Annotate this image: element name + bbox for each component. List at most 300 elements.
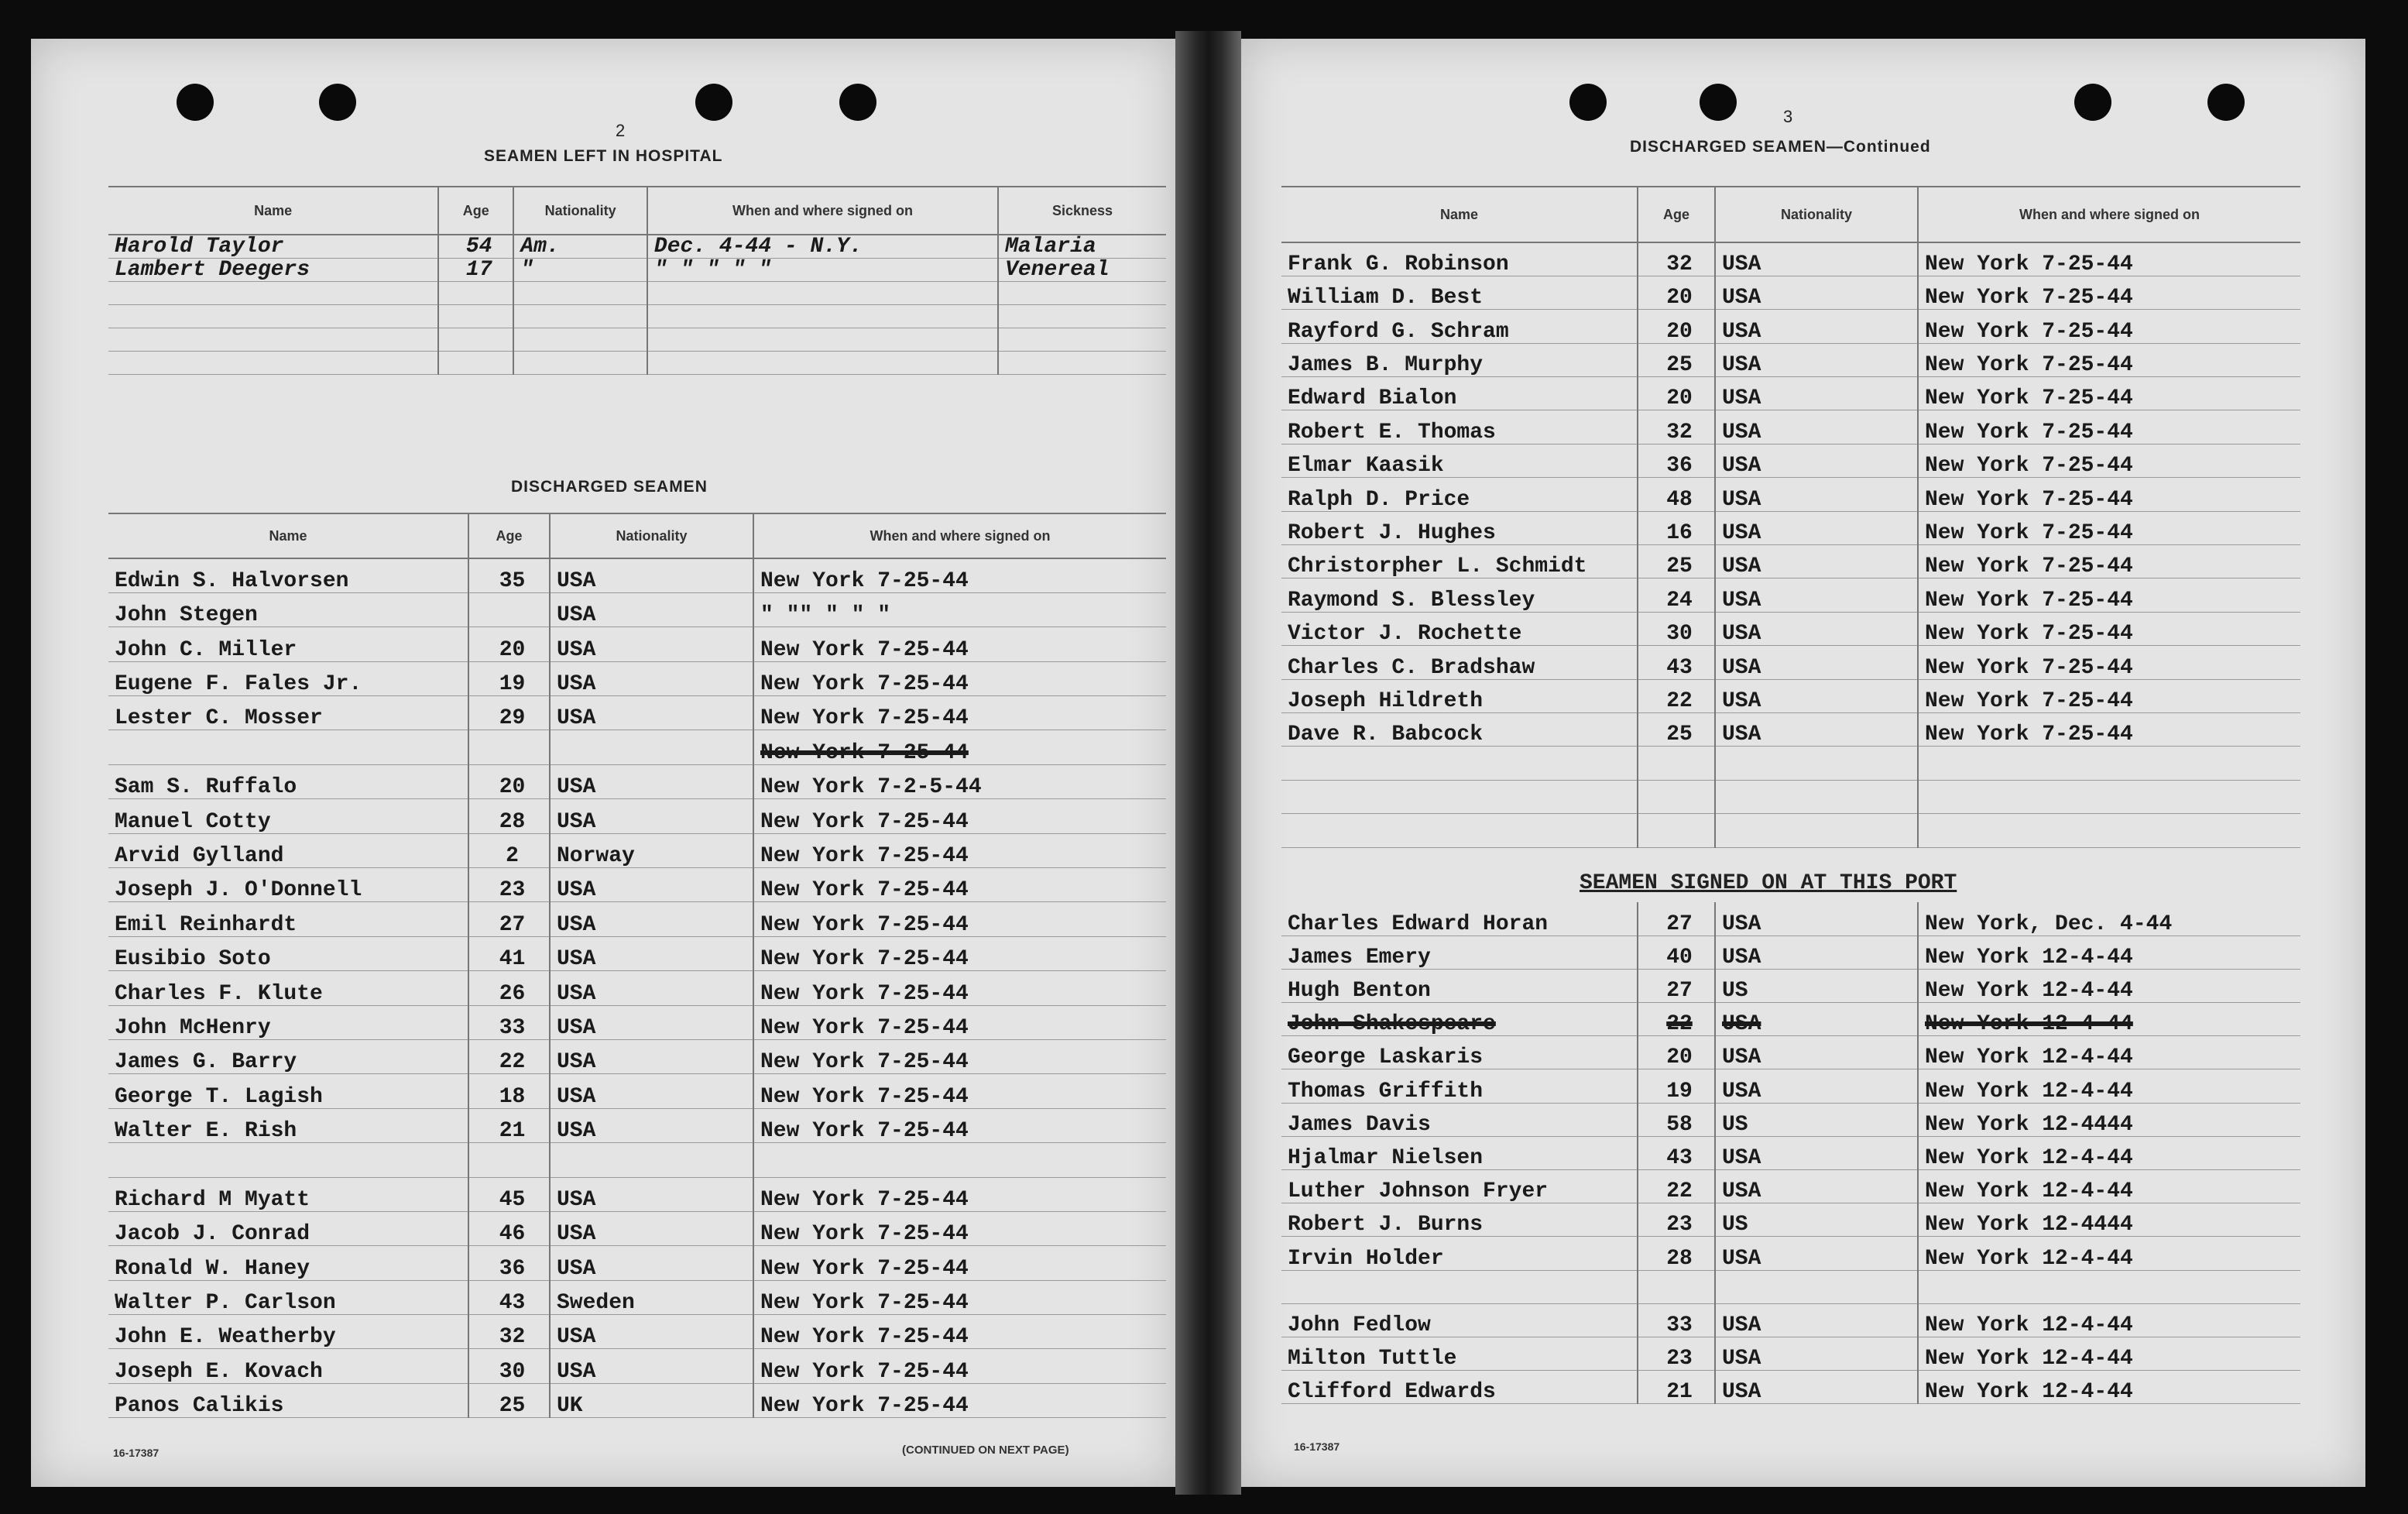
blank-row: [108, 304, 1166, 328]
blank-row: [108, 351, 1166, 374]
cell-name: James Davis: [1281, 1103, 1638, 1136]
table-row: [108, 764, 1166, 798]
cell-nationality: Norway: [550, 833, 753, 867]
cell-signed: New York 12-4-44: [1918, 1371, 2300, 1404]
cell-signed: New York 7-25-44: [753, 730, 1166, 764]
cell-blank: [998, 304, 1166, 328]
cell-signed: New York 12-4-44: [1918, 1003, 2300, 1036]
cell-name: Sam S. Ruffalo: [108, 764, 468, 798]
table-row: [1281, 545, 2300, 578]
punch-hole: [319, 84, 356, 121]
cell-name: [108, 730, 468, 764]
cell-signed: New York 7-25-44: [1918, 310, 2300, 343]
cell-age: 16: [1638, 511, 1715, 544]
cell-age: 20: [1638, 276, 1715, 309]
table-row: [108, 936, 1166, 970]
cell-signed: New York 7-25-44: [1918, 612, 2300, 645]
cell-blank: [647, 328, 998, 351]
cell-signed: New York 7-25-44: [1918, 377, 2300, 410]
cell-blank: [998, 328, 1166, 351]
col-header-nationality: Nationality: [550, 513, 753, 558]
cell-signed: New York 7-25-44: [1918, 276, 2300, 309]
col-header-name: Name: [1281, 187, 1638, 242]
cell-nationality: USA: [550, 764, 753, 798]
cell-name: Emil Reinhardt: [108, 902, 468, 936]
cell-blank: [1918, 747, 2300, 780]
cell-nationality: UK: [550, 1383, 753, 1417]
cell-name: Irvin Holder: [1281, 1237, 1638, 1270]
cell-signed: New York 7-25-44: [1918, 242, 2300, 276]
cell-nationality: USA: [1715, 578, 1918, 612]
cell-nationality: USA: [1715, 511, 1918, 544]
cell-nationality: USA: [1715, 679, 1918, 712]
cell-nationality: USA: [550, 1005, 753, 1039]
table-row: [108, 799, 1166, 833]
cell-blank: [108, 304, 438, 328]
cell-name: John Shakespeare: [1281, 1003, 1638, 1036]
left-page: [31, 39, 1175, 1487]
table-row: [108, 592, 1166, 627]
page-number: 3: [1783, 107, 1793, 126]
cell-nationality: USA: [550, 661, 753, 695]
table-row: [1281, 1003, 2300, 1036]
cell-signed: New York 7-25-44: [753, 558, 1166, 592]
table-row: [108, 1315, 1166, 1349]
cell-age: [468, 592, 550, 627]
table-row: [1281, 511, 2300, 544]
cell-name: Edwin S. Halvorsen: [108, 558, 468, 592]
cell-blank: [1281, 780, 1638, 813]
cell-signed: New York 12-4-44: [1918, 1036, 2300, 1069]
cell-age: 28: [468, 799, 550, 833]
cell-nationality: USA: [1715, 646, 1918, 679]
cell-nationality: USA: [1715, 410, 1918, 444]
cell-age: 36: [468, 1246, 550, 1280]
cell-nationality: USA: [550, 1315, 753, 1349]
cell-age: 26: [468, 971, 550, 1005]
table-row: [108, 258, 1166, 281]
cell-signed: New York 7-25-44: [1918, 444, 2300, 477]
signed-on-table: [1281, 902, 2300, 1404]
col-header-age: Age: [438, 187, 513, 235]
cell-signed: New York 7-25-44: [753, 1074, 1166, 1108]
cell-age: 18: [468, 1074, 550, 1108]
cell-blank: [513, 328, 647, 351]
col-header-name: Name: [108, 513, 468, 558]
cell-nationality: ": [513, 258, 647, 281]
cell-signed: New York 7-25-44: [753, 1211, 1166, 1245]
cell-signed: New York 7-25-44: [1918, 646, 2300, 679]
cell-nationality: USA: [1715, 1003, 1918, 1036]
cell-signed: New York 12-4-44: [1918, 1170, 2300, 1203]
cell-signed: Dec. 4-44 - N.Y.: [647, 235, 998, 258]
blank-row: [108, 281, 1166, 304]
table-row: [1281, 1170, 2300, 1203]
cell-blank: [647, 281, 998, 304]
cell-name: Ralph D. Price: [1281, 478, 1638, 511]
table-row: [108, 1005, 1166, 1039]
cell-name: John Stegen: [108, 592, 468, 627]
cell-age: 22: [1638, 679, 1715, 712]
cell-nationality: USA: [550, 902, 753, 936]
cell-age: 46: [468, 1211, 550, 1245]
cell-signed: New York 12-4444: [1918, 1203, 2300, 1237]
cell-name: Robert E. Thomas: [1281, 410, 1638, 444]
cell-age: 43: [468, 1280, 550, 1314]
table-row: [1281, 1069, 2300, 1103]
table-row: [1281, 478, 2300, 511]
cell-age: 21: [1638, 1371, 1715, 1404]
cell-nationality: USA: [550, 696, 753, 730]
cell-nationality: USA: [1715, 612, 1918, 645]
table-row: [1281, 712, 2300, 746]
col-header-signed: When and where signed on: [647, 187, 998, 235]
cell-nationality: USA: [1715, 444, 1918, 477]
cell-nationality: USA: [550, 971, 753, 1005]
cell-name: Clifford Edwards: [1281, 1371, 1638, 1404]
cell-name: Raymond S. Blessley: [1281, 578, 1638, 612]
cell-name: Arvid Gylland: [108, 833, 468, 867]
cell-age: 25: [1638, 545, 1715, 578]
cell-nationality: USA: [1715, 902, 1918, 936]
cell-signed: New York 7-25-44: [753, 1177, 1166, 1211]
cell-name: Charles F. Klute: [108, 971, 468, 1005]
cell-blank: [438, 328, 513, 351]
hospital-title: SEAMEN LEFT IN HOSPITAL: [484, 147, 723, 165]
table-row: [108, 1349, 1166, 1383]
cell-nationality: USA: [1715, 377, 1918, 410]
punch-hole: [2207, 84, 2245, 121]
cell-name: Walter E. Rish: [108, 1108, 468, 1142]
cell-name: Edward Bialon: [1281, 377, 1638, 410]
cell-signed: New York 7-25-44: [753, 627, 1166, 661]
cell-nationality: USA: [550, 627, 753, 661]
cell-blank: [647, 351, 998, 374]
table-row: [108, 627, 1166, 661]
cell-age: 25: [468, 1383, 550, 1417]
cell-name: Rayford G. Schram: [1281, 310, 1638, 343]
cell-age: 30: [1638, 612, 1715, 645]
cell-age: 22: [1638, 1170, 1715, 1203]
cell-age: 28: [1638, 1237, 1715, 1270]
form-number: 16-17387: [1294, 1440, 1340, 1453]
book-gutter: [1175, 31, 1241, 1495]
table-row: [108, 235, 1166, 258]
cell-nationality: USA: [1715, 478, 1918, 511]
table-row: [1281, 1036, 2300, 1069]
cell-blank: [1918, 814, 2300, 847]
col-header-nationality: Nationality: [1715, 187, 1918, 242]
cell-age: 24: [1638, 578, 1715, 612]
table-row: [108, 1108, 1166, 1142]
cell-name: Robert J. Burns: [1281, 1203, 1638, 1237]
table-row: [108, 1246, 1166, 1280]
cell-signed: New York 12-4-44: [1918, 1337, 2300, 1370]
right-page: [1241, 39, 2365, 1487]
cell-nationality: USA: [1715, 310, 1918, 343]
cell-age: 30: [468, 1349, 550, 1383]
table-row: [108, 868, 1166, 902]
cell-signed: New York 7-25-44: [1918, 478, 2300, 511]
cell-age: 58: [1638, 1103, 1715, 1136]
cell-signed: New York 12-4-44: [1918, 1136, 2300, 1169]
cell-signed: New York 12-4-44: [1918, 936, 2300, 969]
cell-signed: New York 7-25-44: [1918, 545, 2300, 578]
table-row: [108, 1280, 1166, 1314]
cell-nationality: USA: [550, 1177, 753, 1211]
cell-age: 43: [1638, 646, 1715, 679]
cell-age: 21: [468, 1108, 550, 1142]
table-row: [1281, 612, 2300, 645]
page-title: DISCHARGED SEAMEN—Continued: [1630, 138, 1931, 156]
cell-name: Dave R. Babcock: [1281, 712, 1638, 746]
cell-name: Robert J. Hughes: [1281, 511, 1638, 544]
cell-signed: [1918, 1270, 2300, 1303]
cell-name: Victor J. Rochette: [1281, 612, 1638, 645]
cell-name: Panos Calikis: [108, 1383, 468, 1417]
cell-name: William D. Best: [1281, 276, 1638, 309]
cell-blank: [1638, 814, 1715, 847]
cell-nationality: USA: [550, 1246, 753, 1280]
cell-blank: [1715, 780, 1918, 813]
hospital-table: [108, 186, 1166, 375]
table-row: [108, 1177, 1166, 1211]
cell-name: Joseph J. O'Donnell: [108, 868, 468, 902]
cell-signed: New York 7-25-44: [753, 902, 1166, 936]
cell-name: Joseph Hildreth: [1281, 679, 1638, 712]
cell-nationality: US: [1715, 1103, 1918, 1136]
discharged-table-left: [108, 513, 1166, 1418]
cell-name: Joseph E. Kovach: [108, 1349, 468, 1383]
cell-nationality: USA: [1715, 545, 1918, 578]
cell-blank: [1715, 747, 1918, 780]
cell-signed: New York 7-25-44: [753, 661, 1166, 695]
cell-blank: [108, 328, 438, 351]
cell-signed: New York 12-4444: [1918, 1103, 2300, 1136]
table-row: [1281, 1136, 2300, 1169]
table-row: [1281, 310, 2300, 343]
cell-signed: New York 7-25-44: [753, 1039, 1166, 1073]
cell-name: Luther Johnson Fryer: [1281, 1170, 1638, 1203]
cell-name: [1281, 1270, 1638, 1303]
cell-name: Charles C. Bradshaw: [1281, 646, 1638, 679]
form-number: 16-17387: [113, 1447, 160, 1459]
cell-nationality: USA: [550, 868, 753, 902]
cell-signed: New York 12-4-44: [1918, 1069, 2300, 1103]
cell-blank: [513, 351, 647, 374]
cell-age: 19: [1638, 1069, 1715, 1103]
cell-name: George T. Lagish: [108, 1074, 468, 1108]
cell-signed: New York 7-25-44: [753, 1349, 1166, 1383]
cell-blank: [1281, 747, 1638, 780]
cell-blank: [1638, 747, 1715, 780]
cell-nationality: USA: [1715, 242, 1918, 276]
cell-nationality: USA: [1715, 276, 1918, 309]
table-row: [1281, 969, 2300, 1002]
cell-signed: New York 12-4-44: [1918, 1237, 2300, 1270]
cell-age: 20: [1638, 1036, 1715, 1069]
cell-signed: [753, 1143, 1166, 1177]
cell-nationality: USA: [550, 1039, 753, 1073]
cell-signed: New York 7-25-44: [753, 936, 1166, 970]
cell-name: Lambert Deegers: [108, 258, 438, 281]
punch-hole: [177, 84, 214, 121]
table-row: [1281, 1371, 2300, 1404]
cell-sickness: Malaria: [998, 235, 1166, 258]
table-row: [108, 1211, 1166, 1245]
cell-age: 25: [1638, 712, 1715, 746]
table-row: [108, 1074, 1166, 1108]
punch-hole: [839, 84, 876, 121]
cell-blank: [998, 351, 1166, 374]
cell-name: Christorpher L. Schmidt: [1281, 545, 1638, 578]
cell-name: Frank G. Robinson: [1281, 242, 1638, 276]
table-row: [1281, 1303, 2300, 1337]
cell-signed: New York 7-25-44: [753, 1005, 1166, 1039]
table-row: [1281, 242, 2300, 276]
cell-signed: New York 7-25-44: [753, 696, 1166, 730]
cell-signed: New York 7-25-44: [1918, 343, 2300, 376]
table-row: [108, 696, 1166, 730]
cell-age: 48: [1638, 478, 1715, 511]
cell-name: Walter P. Carlson: [108, 1280, 468, 1314]
col-header-signed: When and where signed on: [1918, 187, 2300, 242]
cell-age: 22: [468, 1039, 550, 1073]
table-row: [108, 1383, 1166, 1417]
cell-blank: [1281, 814, 1638, 847]
cell-nationality: [1715, 1270, 1918, 1303]
table-row: [1281, 1203, 2300, 1237]
cell-age: 45: [468, 1177, 550, 1211]
cell-nationality: USA: [1715, 712, 1918, 746]
cell-blank: [108, 351, 438, 374]
cell-age: 27: [1638, 969, 1715, 1002]
blank-row: [1281, 814, 2300, 847]
cell-signed: New York 7-25-44: [1918, 410, 2300, 444]
table-row: [108, 902, 1166, 936]
table-row: [108, 971, 1166, 1005]
cell-nationality: USA: [1715, 1337, 1918, 1370]
cell-name: Lester C. Mosser: [108, 696, 468, 730]
cell-nationality: USA: [550, 1074, 753, 1108]
cell-name: Manuel Cotty: [108, 799, 468, 833]
cell-nationality: USA: [550, 1349, 753, 1383]
cell-signed: New York 7-25-44: [753, 868, 1166, 902]
table-row: [108, 833, 1166, 867]
cell-signed: New York 12-4-44: [1918, 969, 2300, 1002]
cell-signed: New York 7-25-44: [753, 833, 1166, 867]
table-row: [1281, 343, 2300, 376]
cell-nationality: USA: [1715, 1371, 1918, 1404]
cell-nationality: USA: [550, 558, 753, 592]
cell-signed: New York 7-2-5-44: [753, 764, 1166, 798]
blank-row: [108, 328, 1166, 351]
cell-nationality: Am.: [513, 235, 647, 258]
table-row: [1281, 902, 2300, 936]
punch-hole: [695, 84, 732, 121]
cell-age: 41: [468, 936, 550, 970]
cell-age: 22: [1638, 1003, 1715, 1036]
cell-signed: New York 7-25-44: [753, 1246, 1166, 1280]
col-header-nationality: Nationality: [513, 187, 647, 235]
cell-nationality: [550, 730, 753, 764]
cell-age: 2: [468, 833, 550, 867]
col-header-name: Name: [108, 187, 438, 235]
page-number: 2: [616, 121, 626, 140]
cell-nationality: USA: [550, 799, 753, 833]
punch-hole: [1700, 84, 1737, 121]
cell-blank: [1918, 780, 2300, 813]
table-row: [108, 1039, 1166, 1073]
cell-blank: [438, 304, 513, 328]
cell-nationality: USA: [1715, 1136, 1918, 1169]
cell-nationality: Sweden: [550, 1280, 753, 1314]
punch-hole: [1569, 84, 1607, 121]
cell-name: George Laskaris: [1281, 1036, 1638, 1069]
table-row: [1281, 444, 2300, 477]
cell-signed: New York 7-25-44: [1918, 511, 2300, 544]
cell-age: 33: [468, 1005, 550, 1039]
cell-name: Jacob J. Conrad: [108, 1211, 468, 1245]
cell-age: 35: [468, 558, 550, 592]
col-header-age: Age: [468, 513, 550, 558]
cell-blank: [108, 281, 438, 304]
cell-age: 17: [438, 258, 513, 281]
cell-signed: " "" " " ": [753, 592, 1166, 627]
table-row: [1281, 646, 2300, 679]
cell-age: 54: [438, 235, 513, 258]
table-row: [1281, 410, 2300, 444]
cell-age: 32: [1638, 410, 1715, 444]
table-row: [1281, 377, 2300, 410]
cell-age: 40: [1638, 936, 1715, 969]
cell-age: 20: [468, 764, 550, 798]
cell-nationality: [550, 1143, 753, 1177]
cell-age: 29: [468, 696, 550, 730]
cell-nationality: USA: [550, 936, 753, 970]
cell-sickness: Venereal: [998, 258, 1166, 281]
cell-signed: New York 7-25-44: [1918, 578, 2300, 612]
cell-age: 20: [468, 627, 550, 661]
cell-nationality: USA: [1715, 1237, 1918, 1270]
continued-note: (CONTINUED ON NEXT PAGE): [902, 1444, 1069, 1457]
cell-nationality: USA: [1715, 1036, 1918, 1069]
cell-blank: [1715, 814, 1918, 847]
table-row: [1281, 679, 2300, 712]
table-row: [108, 1143, 1166, 1177]
cell-signed: New York 7-25-44: [753, 1108, 1166, 1142]
cell-nationality: USA: [1715, 1069, 1918, 1103]
cell-blank: [1638, 780, 1715, 813]
cell-signed: New York 7-25-44: [753, 1315, 1166, 1349]
punch-hole: [2074, 84, 2111, 121]
cell-name: John C. Miller: [108, 627, 468, 661]
cell-age: [468, 1143, 550, 1177]
cell-age: 32: [468, 1315, 550, 1349]
cell-nationality: USA: [1715, 1170, 1918, 1203]
cell-blank: [438, 281, 513, 304]
cell-nationality: USA: [550, 1108, 753, 1142]
cell-name: Milton Tuttle: [1281, 1337, 1638, 1370]
cell-name: [108, 1143, 468, 1177]
cell-age: 27: [468, 902, 550, 936]
cell-nationality: USA: [550, 592, 753, 627]
col-header-age: Age: [1638, 187, 1715, 242]
table-row: [108, 661, 1166, 695]
col-header-signed: When and where signed on: [753, 513, 1166, 558]
cell-age: 27: [1638, 902, 1715, 936]
cell-name: James B. Murphy: [1281, 343, 1638, 376]
